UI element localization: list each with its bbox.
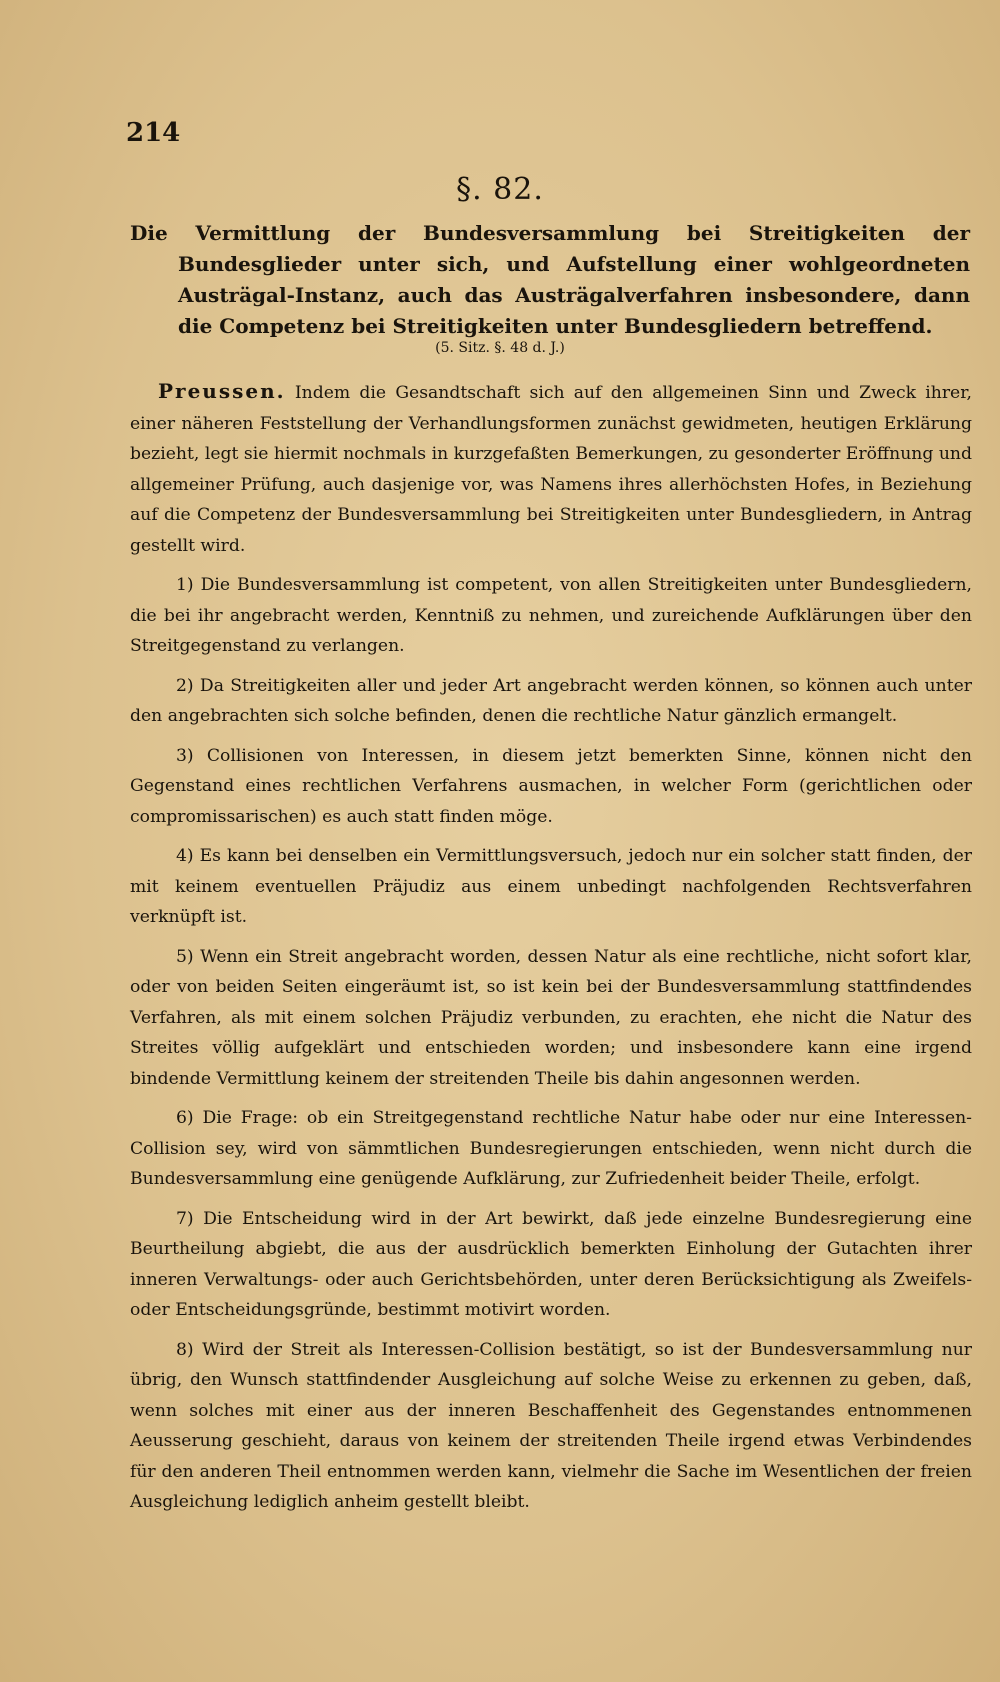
intro-text: Indem die Gesandtschaft sich auf den allgemeinen Sinn und Zweck ihrer, einer näheren Feststellung der Verhandlungsformen zunächst gewidmeten, heutigen Erklärung bezieht, legt sie hiermit nochmals in kurzgefaßten Bemerkungen, zu gesonderter Eröffnung und allgemeiner Prüfung, auch dasjenige vor, was Namens ihres allerhöchsten Hofes, in Beziehung auf die Competenz der Bundesversammlung bei Streitigkeiten unter Bundesgliedern, in Antrag gestellt wird. bbox=[130, 383, 973, 556]
section-title bbox=[130, 218, 970, 342]
body-text bbox=[130, 376, 972, 1527]
section-title-text: Die Vermittlung der Bundesversammlung bei Streitigkeiten der Bundesglieder unter sich, und Aufstellung einer wohlgeordneten Austrägal-Instanz, auch das Austrägalverfahren insbesondere, dann die Competenz bei Streitigkeiten unter Bundesgliedern betreffend. bbox=[130, 221, 970, 338]
point-1: 1) Die Bundesversammlung ist competent, von allen Streitigkeiten unter Bundesgliedern, die bei ihr angebracht werden, Kenntniß zu nehmen, und zureichende Aufklärungen über den Streitgegenstand zu verlangen. bbox=[130, 575, 972, 656]
point-4: 4) Es kann bei denselben ein Vermittlungsversuch, jedoch nur ein solcher statt finden, der mit keinem eventuellen Präjudiz aus einem unbedingt nachfolgenden Rechtsverfahren verknüpft ist. bbox=[130, 846, 972, 927]
section-heading: §. 82. bbox=[456, 172, 544, 207]
state-name: Preussen. bbox=[158, 379, 286, 403]
point-8: 8) Wird der Streit als Interessen-Collision bestätigt, so ist der Bundesversammlung nur übrig, den Wunsch stattfindender Ausgleichung auf solche Weise zu erkennen zu geben, daß, wenn solches mit einer aus der inneren Beschaffenheit des Gegenstandes entnommenen Aeusserung geschieht, daraus von keinem der streitenden Theile irgend etwas Verbindendes für den anderen Theil entnommen werden kann, vielmehr die Sache im Wesentlichen der freien Ausgleichung lediglich anheim gestellt bleibt. bbox=[130, 1339, 972, 1512]
point-3: 3) Collisionen von Interessen, in diesem jetzt bemerkten Sinne, können nicht den Gegenstand eines rechtlichen Verfahrens ausmachen, in welcher Form (gerichtlichen oder compromissarischen) es auch statt finden möge. bbox=[130, 745, 972, 827]
intro-paragraph bbox=[130, 376, 972, 561]
session-citation: (5. Sitz. §. 48 d. J.) bbox=[435, 340, 565, 356]
point-5: 5) Wenn ein Streit angebracht worden, dessen Natur als eine rechtliche, nicht sofort klar, oder von beiden Seiten eingeräumt ist, so ist kein bei der Bundesversammlung stattfindendes Verfahren, als mit einem solchen Präjudiz verbunden, zu erachten, ehe nicht die Natur des Streites völlig aufgeklärt und entschieden worden; und insbesondere kann eine irgend bindende Vermittlung keinem der streitenden Theile bis dahin angesonnen werden. bbox=[130, 946, 972, 1089]
point-7: 7) Die Entscheidung wird in der Art bewirkt, daß jede einzelne Bundesregierung eine Beurtheilung abgiebt, die aus der ausdrücklich bemerkten Einholung der Gutachten ihrer inneren Verwaltungs- oder auch Gerichtsbehörden, unter deren Berücksichtigung als Zweifels- oder Entscheidungsgründe, bestimmt motivirt worden. bbox=[130, 1208, 972, 1320]
point-6: 6) Die Frage: ob ein Streitgegenstand rechtliche Natur habe oder nur eine Interessen-Collision sey, wird von sämmtlichen Bundesregierungen entschieden, wenn nicht durch die Bundesversammlung eine genügende Aufklärung, zur Zufriedenheit beider Theile, erfolgt. bbox=[130, 1108, 972, 1189]
point-2: 2) Da Streitigkeiten aller und jeder Art angebracht werden können, so können auch unter den angebrachten sich solche befinden, denen die rechtliche Natur gänzlich ermangelt. bbox=[130, 675, 972, 726]
page-number: 214 bbox=[126, 118, 181, 148]
